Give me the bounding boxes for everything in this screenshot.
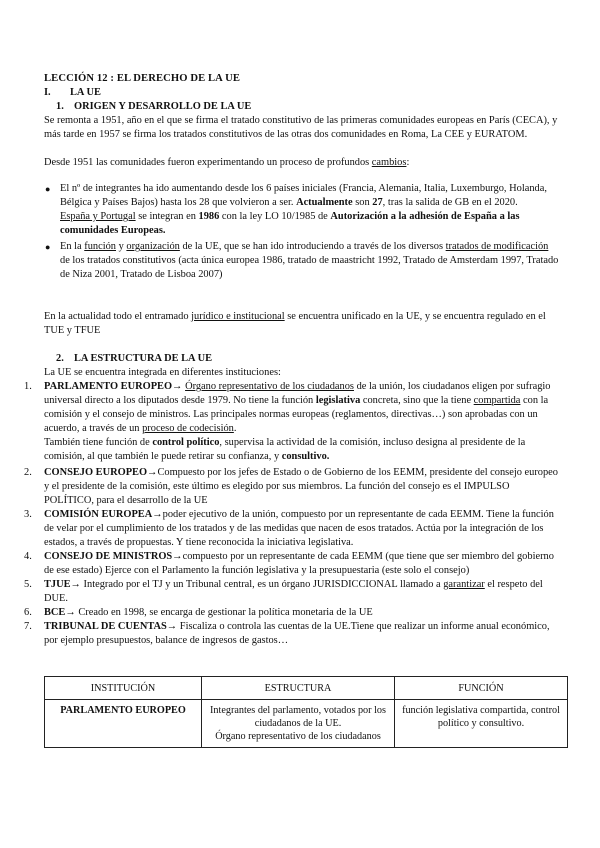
list-item-bce: 6. BCE→ Creado en 1998, se encarga de gestionar la política monetaria de la UE — [24, 607, 373, 618]
institutions-table — [44, 676, 568, 748]
list-item-parlamento: 1. PARLAMENTO EUROPEO→ Órgano representativo de los ciudadanos de la unión, los ciudadanos eligen por sufragio universal directo a los diputados desde 1979. No tiene la función legislativa concreta, sino que la tiene compartida con la comisión y el consejo de ministros. Las principales normas europeas (reglamentos, directivas…) son aprobadas con un acuerdo, a través de un proceso de codecisión. También tiene función de control político, supervisa la actividad de la comisión, incluso designa al presidente de la comisión, al que también le puede retirar su confianza, y consultivo. — [24, 381, 551, 462]
bullet-members-text: El nº de integrantes ha ido aumentando desde los 6 países iniciales (Francia, Alemania, Italia, Luxemburgo, Holanda, Bélgica y Países Bajos) hasta los 28 que volvieron a ser. Actualmente son 27, tras la salida de GB en el 2020. — [60, 183, 547, 208]
list-item-consejo-ministros: 4. CONSEJO DE MINISTROS→compuesto por un representante de cada EEMM (que tiene que ser miembro del gobierno de ese estado) Ejerce con el Parlamento la función legislativa y la presupuestaria (este solo el consejo) — [24, 551, 554, 576]
list-number: 1. — [24, 381, 32, 392]
table-header-row — [45, 677, 568, 700]
bullet-members-spain: España y Portugal se integran en 1986 con la ley LO 10/1985 de Autorización a la adhesión de España a las comunidades Europeas. — [60, 211, 520, 236]
bullet-dot-icon: ● — [45, 242, 51, 252]
p2-colon: : — [406, 157, 410, 168]
list-number: 7. — [24, 621, 32, 632]
list-number: 4. — [24, 551, 32, 562]
p2-underlined: cambios — [371, 157, 407, 168]
list-number: 2. — [24, 467, 32, 478]
list-item-consejo-europeo: 2. CONSEJO EUROPEO→Compuesto por los jefes de Estado o de Gobierno de los EEMM, presidente del consejo europeo y el presidente de la comisión, este último es elegido por sus miembros. La función del consejo es el IMPULSO POLÍTICO, para el desarrollo de la UE — [24, 467, 558, 506]
section-1-paragraph-2 — [44, 156, 558, 170]
list-item-head: TRIBUNAL DE CUENTAS→ — [44, 621, 178, 632]
list-number: 5. — [24, 579, 32, 590]
list-item-tjue: 5. TJUE→ Integrado por el TJ y un Tribunal central, es un órgano JURISDICCIONAL llamado a garantizar el respeto del DUE. — [24, 579, 543, 604]
section-2-intro: La UE se encuentra integrada en diferentes instituciones: — [44, 367, 281, 378]
part-number: I. — [44, 87, 51, 98]
list-item-comision: 3. COMISIÓN EUROPEA→poder ejecutivo de la unión, compuesto por un representante de cada EEMM. Tiene la función de velar por el cumplimiento de los tratados y de las medidas que nacen de esos tratados. Actúa por la integración de los estados, a través de propuestas. Y tiene reconocida la iniciativa legislativa. — [24, 509, 554, 548]
list-item-head: PARLAMENTO EUROPEO→ — [44, 381, 186, 392]
p2-text: Desde 1951 las comunidades fueron experimentando un proceso de profundos — [44, 157, 372, 168]
table-header-estructura: ESTRUCTURA — [202, 677, 395, 700]
list-number: 6. — [24, 607, 32, 618]
list-number: 3. — [24, 509, 32, 520]
changes-bullet-list — [44, 182, 560, 282]
table-cell-funcion: función legislativa compartida, control político y consultivo. — [395, 700, 568, 748]
list-item-head: COMISIÓN EUROPEA→ — [44, 509, 163, 520]
list-item-head: CONSEJO EUROPEO→ — [44, 467, 158, 478]
section-2-heading — [56, 352, 212, 366]
bullet-treaties-text: En la función y organización de la UE, que se han ido introduciendo a través de los diversos tratados de modificación de los tratados constitutivos (acta única europea 1986, tratado de maastricht 1992, Tratado de Amsterdam 1997, Tratado de Niza 2001, Tratado de Lisboa 2007) — [60, 241, 559, 280]
bullet-treaties — [44, 240, 560, 282]
list-item-head: TJUE→ — [44, 579, 81, 590]
section-1-label: ORIGEN Y DESARROLLO DE LA UE — [74, 101, 252, 112]
table-row — [45, 700, 568, 748]
list-item-head: CONSEJO DE MINISTROS→ — [44, 551, 183, 562]
section-1-number: 1. — [56, 101, 64, 112]
list-item-tribunal-cuentas: 7. TRIBUNAL DE CUENTAS→ Fiscaliza o controla las cuentas de la UE.Tiene que realizar un informe anual económico, por ejemplo presupuestos, balance de ingresos de gastos… — [24, 621, 550, 646]
section-2-label: LA ESTRUCTURA DE LA UE — [74, 353, 212, 364]
bullet-dot-icon: ● — [45, 184, 51, 194]
section-2-number: 2. — [56, 353, 64, 364]
section-1-heading — [56, 100, 251, 114]
bullet-members — [44, 182, 560, 238]
part-heading — [44, 86, 101, 100]
list-item-head: BCE→ — [44, 607, 76, 618]
table-cell-institucion: PARLAMENTO EUROPEO — [45, 700, 202, 748]
part-label: LA UE — [70, 87, 101, 98]
table-cell-estructura: Integrantes del parlamento, votados por los ciudadanos de la UE. Órgano representativo de los ciudadanos — [202, 700, 395, 748]
section-1-paragraph-1: Se remonta a 1951, año en el que se firma el tratado constitutivo de las primeras comunidades europeas en París (CECA), y más tarde en 1957 se firma los tratados constitutivos de las otras dos comunidades en Roma, La CEE y EURATOM. — [44, 115, 558, 140]
table-header-institucion: INSTITUCIÓN — [45, 677, 202, 700]
institutions-list — [24, 380, 560, 648]
lesson-title: LECCIÓN 12 : EL DERECHO DE LA UE — [44, 73, 240, 84]
table-header-funcion: FUNCIÓN — [395, 677, 568, 700]
section-1-paragraph-3: En la actualidad todo el entramado jurídico e institucional se encuentra unificado en la UE, y se encuentra regulado en el TUE y TFUE — [44, 311, 546, 336]
